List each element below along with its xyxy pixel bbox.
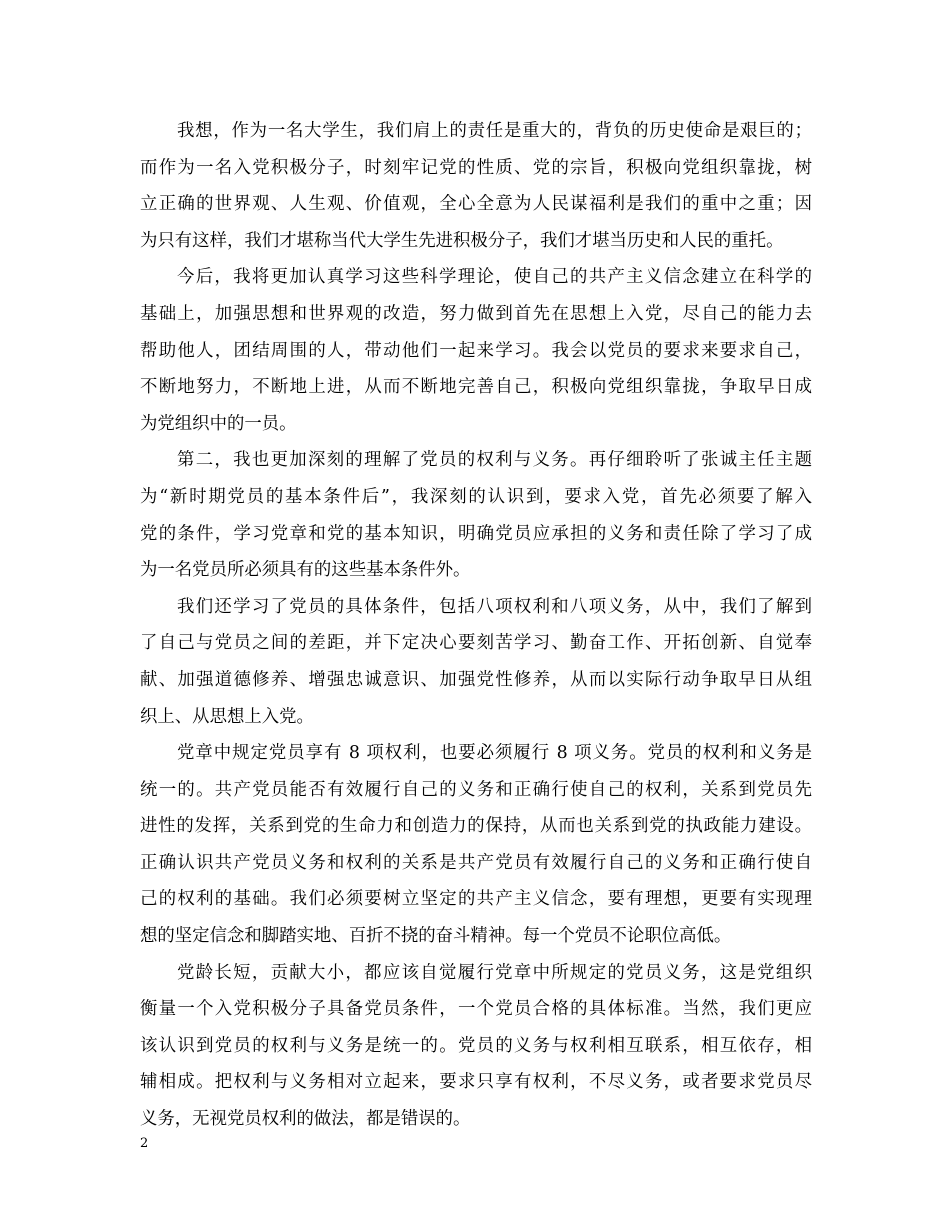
text-line: 织上、从思想上入党。 (140, 706, 314, 727)
text-line: 党章中规定党员享有 8 项权利，也要必须履行 8 项义务。党员的权利和义务是 (177, 743, 812, 764)
text-line: 我们还学习了党员的具体条件，包括八项权利和八项义务，从中，我们了解到 (177, 596, 812, 617)
text-line: 不断地努力，不断地上进，从而不断地完善自己，积极向党组织靠拢，争取早日成 (140, 377, 812, 398)
text-line: 党的条件，学习党章和党的基本知识，明确党员应承担的义务和责任除了学习了成 (140, 523, 812, 544)
text-line: 我想，作为一名大学生，我们肩上的责任是重大的，背负的历史使命是艰巨的； (177, 121, 812, 141)
text-line: 为党组织中的一员。 (140, 413, 297, 434)
text-line: 为只有这样，我们才堪称当代大学生先进积极分子，我们才堪当历史和人民的重托。 (140, 230, 784, 251)
text-line: 统一的。共产党员能否有效履行自己的义务和正确行使自己的权利，关系到党员先 (140, 779, 812, 800)
body-text (140, 113, 812, 1138)
text-line: 帮助他人，团结周围的人，带动他们一起来学习。我会以党员的要求来要求自己， (140, 340, 812, 361)
page-number: 2 (140, 1136, 149, 1151)
text-line: 辅相成。把权利与义务相对立起来，要求只享有权利，不尽义务，或者要求党员尽 (140, 1072, 812, 1093)
text-line: 党龄长短，贡献大小，都应该自觉履行党章中所规定的党员义务，这是党组织 (177, 962, 812, 983)
text-line: 今后，我将更加认真学习这些科学理论，使自己的共产主义信念建立在科学的 (177, 267, 812, 288)
text-line: 该认识到党员的权利与义务是统一的。党员的义务与权利相互联系，相互依存，相 (140, 1035, 812, 1056)
text-line: 了自己与党员之间的差距，并下定决心要刻苦学习、勤奋工作、开拓创新、自觉奉 (140, 633, 812, 654)
text-line: 进性的发挥，关系到党的生命力和创造力的保持，从而也关系到党的执政能力建设。 (140, 816, 812, 837)
text-line: 为“新时期党员的基本条件后”，我深刻的认识到，要求入党，首先必须要了解入 (140, 486, 812, 507)
text-line: 立正确的世界观、人生观、价值观，全心全意为人民谋福利是我们的重中之重；因 (140, 194, 812, 215)
text-line: 想的坚定信念和脚踏实地、百折不挠的奋斗精神。每一个党员不论职位高低。 (140, 926, 732, 947)
text-line: 衡量一个入党积极分子具备党员条件，一个党员合格的具体标准。当然，我们更应 (140, 999, 812, 1020)
text-line: 为一名党员所必须具有的这些基本条件外。 (140, 560, 471, 581)
text-line: 基础上，加强思想和世界观的改造，努力做到首先在思想上入党，尽自己的能力去 (140, 303, 812, 324)
text-line: 义务，无视党员权利的做法，都是错误的。 (140, 1109, 471, 1130)
text-line: 第二，我也更加深刻的理解了党员的权利与义务。再仔细聆听了张诚主任主题 (177, 450, 812, 471)
text-line: 己的权利的基础。我们必须要树立坚定的共产主义信念，要有理想，更要有实现理 (140, 889, 812, 910)
text-line: 正确认识共产党员义务和权利的关系是共产党员有效履行自己的义务和正确行使自 (140, 852, 812, 873)
text-line: 献、加强道德修养、增强忠诚意识、加强党性修养，从而以实际行动争取早日从组 (140, 669, 812, 690)
text-line: 而作为一名入党积极分子，时刻牢记党的性质、党的宗旨，积极向党组织靠拢，树 (140, 157, 812, 178)
